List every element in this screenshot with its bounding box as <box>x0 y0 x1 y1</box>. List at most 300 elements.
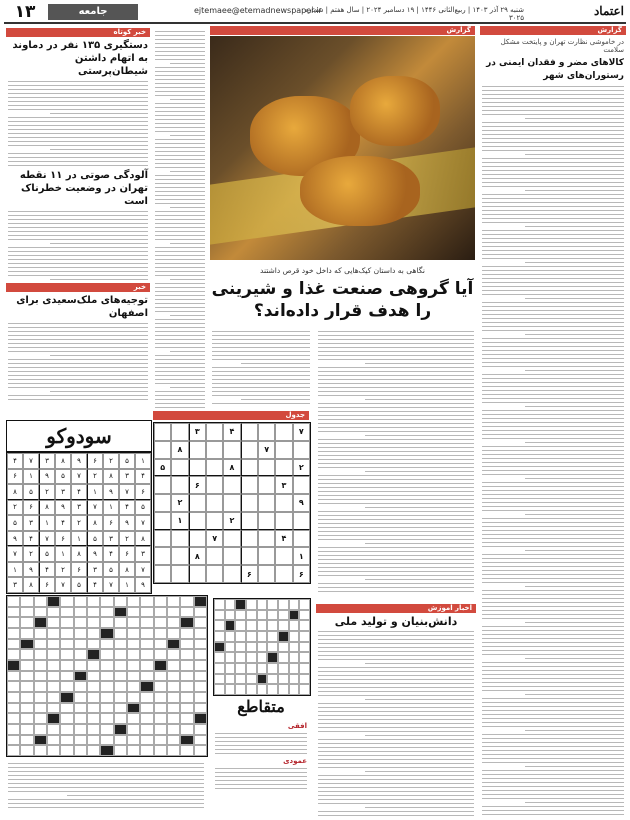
text-line <box>482 798 624 799</box>
text-line <box>482 770 624 771</box>
sudoku-cell: ۹ <box>23 562 39 578</box>
crossword-cell <box>257 642 268 653</box>
sudoku-cell: ۴ <box>135 469 151 485</box>
text-line <box>155 235 205 236</box>
crossword-cell <box>60 735 73 746</box>
text-line <box>318 347 474 348</box>
crossword-cell <box>34 649 47 660</box>
crossword-cell <box>278 684 289 695</box>
text-line <box>8 219 148 220</box>
section-label: جامعه <box>48 4 138 20</box>
sudoku-cell: ۶ <box>71 562 87 578</box>
right-column <box>480 26 626 816</box>
sudoku-cell: ۶ <box>7 469 23 485</box>
text-line <box>8 161 148 162</box>
sudoku-cell: ۲ <box>223 512 240 530</box>
crossword-cell <box>7 671 20 682</box>
sudoku-cell: ۸ <box>55 453 71 469</box>
sudoku-cell <box>189 441 206 459</box>
crossword-cell <box>60 681 73 692</box>
text-line <box>155 391 205 392</box>
text-line <box>212 367 310 368</box>
puzzle-tag: جدول <box>153 411 309 420</box>
crossword-cell <box>47 649 60 660</box>
text-line <box>50 279 148 280</box>
crossword-cell <box>7 713 20 724</box>
text-line <box>318 707 474 708</box>
text-line <box>215 745 307 746</box>
crossword-cell <box>299 642 310 653</box>
sudoku-cell: ۲ <box>103 453 119 469</box>
sudoku-cell: ۱ <box>103 500 119 516</box>
sudoku-cell: ۱ <box>135 453 151 469</box>
text-line <box>155 363 205 364</box>
text-line <box>155 191 205 192</box>
crossword-cell <box>114 607 127 618</box>
crossword-cell <box>154 660 167 671</box>
crossword-cell <box>267 620 278 631</box>
sudoku-cell: ۱ <box>7 562 23 578</box>
text-line <box>215 784 307 785</box>
text-line <box>170 279 205 280</box>
crossword-cell <box>180 671 193 682</box>
sudoku-cell: ۷ <box>39 531 55 547</box>
text-line <box>318 659 474 660</box>
text-line <box>482 582 624 583</box>
text-line <box>318 407 474 408</box>
text-line <box>155 147 205 148</box>
crossword-cell <box>100 735 113 746</box>
crossword-grid <box>6 595 208 757</box>
sudoku-cell: ۳ <box>23 515 39 531</box>
text-line <box>482 138 624 139</box>
crossword-cell <box>235 631 246 642</box>
crossword-cell <box>7 628 20 639</box>
text-line <box>155 251 205 252</box>
text-line <box>318 423 474 424</box>
sudoku-cell <box>171 565 188 583</box>
crossword-cell <box>47 713 60 724</box>
crossword-cell <box>34 735 47 746</box>
crossword-cell <box>47 735 60 746</box>
crossword-cell <box>194 681 207 692</box>
text-line <box>482 490 624 491</box>
text-line <box>8 359 148 360</box>
text-line <box>155 287 205 288</box>
sudoku-cell: ۹ <box>135 577 151 593</box>
text-line <box>482 666 624 667</box>
newspaper-logo: اعتماد <box>593 4 624 18</box>
text-line <box>8 239 148 240</box>
text-line <box>155 247 205 248</box>
crossword-cell <box>114 596 127 607</box>
text-line <box>155 395 205 396</box>
crossword-cell <box>100 692 113 703</box>
text-line <box>8 227 148 228</box>
crossword-cell <box>299 663 310 674</box>
text-line <box>318 795 474 796</box>
crossword-cell <box>225 642 236 653</box>
text-line <box>215 776 307 777</box>
crossword-cell <box>114 724 127 735</box>
text-line <box>155 87 205 88</box>
sudoku-cell <box>275 512 292 530</box>
crossword-cell <box>194 617 207 628</box>
text-line <box>155 283 205 284</box>
text-line <box>318 747 474 748</box>
text-line <box>482 574 624 575</box>
text-line <box>50 113 148 114</box>
text-line <box>155 219 205 220</box>
crossword-cell <box>257 631 268 642</box>
text-line <box>482 594 624 595</box>
crossword-cell <box>299 610 310 621</box>
text-line <box>365 735 474 736</box>
sudoku-cell <box>189 530 206 548</box>
text-line <box>482 750 624 751</box>
text-line <box>318 583 474 584</box>
text-line <box>8 807 204 808</box>
text-line <box>318 783 474 784</box>
text-line <box>365 579 474 580</box>
text-line <box>525 370 624 371</box>
crossword-cell <box>167 607 180 618</box>
crossword-cell <box>154 735 167 746</box>
crossword-cell <box>246 663 257 674</box>
text-line <box>318 359 474 360</box>
text-line <box>318 455 474 456</box>
crossword-cell <box>47 745 60 756</box>
left-news-title-3: توجیه‌های ملک‌سعیدی برای اصفهان <box>16 295 148 319</box>
crossword-solution <box>213 598 311 696</box>
text-line <box>482 542 624 543</box>
crossword-cell <box>127 607 140 618</box>
crossword-cell <box>214 652 225 663</box>
text-line <box>8 779 204 780</box>
sudoku-cell <box>275 423 292 441</box>
text-line <box>365 399 474 400</box>
sudoku-cell <box>206 441 223 459</box>
sudoku-cell <box>293 476 310 494</box>
text-line <box>155 371 205 372</box>
sudoku-cell <box>206 459 223 477</box>
text-line <box>8 327 148 328</box>
text-line <box>155 211 205 212</box>
crossword-cell <box>140 735 153 746</box>
sudoku-cell: ۲ <box>7 500 23 516</box>
text-line <box>215 733 307 734</box>
text-line <box>318 451 474 452</box>
left-news-column <box>6 28 150 416</box>
crossword-cell <box>167 724 180 735</box>
text-line <box>155 263 205 264</box>
sudoku-cell: ۲ <box>293 459 310 477</box>
text-line <box>482 474 624 475</box>
text-line <box>50 149 148 150</box>
sudoku-cell: ۹ <box>119 515 135 531</box>
text-line <box>318 723 474 724</box>
sudoku-cell: ۳ <box>135 546 151 562</box>
text-line <box>8 145 148 146</box>
crossword-cell <box>267 642 278 653</box>
text-line <box>482 94 624 95</box>
crossword-cell <box>74 660 87 671</box>
text-line <box>155 335 205 336</box>
crossword-cell <box>180 649 193 660</box>
text-line <box>318 519 474 520</box>
crossword-cell <box>167 681 180 692</box>
text-line <box>318 779 474 780</box>
crossword-cell <box>87 607 100 618</box>
text-line <box>525 298 624 299</box>
text-line <box>482 774 624 775</box>
text-line <box>212 339 310 340</box>
text-line <box>8 275 148 276</box>
text-line <box>8 371 148 372</box>
text-line <box>482 714 624 715</box>
crossword-cell <box>214 684 225 695</box>
text-line <box>155 59 205 60</box>
crossword-cell <box>47 639 60 650</box>
crossword-cell <box>257 599 268 610</box>
text-line <box>482 578 624 579</box>
text-line <box>155 231 205 232</box>
crossword-cell <box>225 620 236 631</box>
text-line <box>212 391 310 392</box>
crossword-cell <box>194 735 207 746</box>
text-line <box>482 318 624 319</box>
crossword-cell <box>267 663 278 674</box>
section-email[interactable]: ejtemaee@etemadnewspaper.ir <box>194 6 322 15</box>
crossword-cell <box>154 639 167 650</box>
sudoku-cell: ۷ <box>258 441 275 459</box>
crossword-cell <box>60 607 73 618</box>
crossword-cell <box>60 713 73 724</box>
text-line <box>8 767 204 768</box>
crossword-cell <box>114 649 127 660</box>
sudoku-cell <box>206 547 223 565</box>
crossword-cell <box>7 681 20 692</box>
text-line <box>482 670 624 671</box>
text-line <box>482 662 624 663</box>
text-line <box>525 226 624 227</box>
text-line <box>155 407 205 408</box>
sudoku-cell <box>241 512 258 530</box>
text-line <box>155 127 205 128</box>
crossword-cell <box>140 660 153 671</box>
text-line <box>318 487 474 488</box>
sudoku-cell: ۳ <box>119 469 135 485</box>
text-line <box>155 327 205 328</box>
text-line <box>482 402 624 403</box>
main-story-body-right <box>316 328 476 598</box>
text-line <box>482 446 624 447</box>
text-line <box>318 559 474 560</box>
sudoku-cell: ۱ <box>39 515 55 531</box>
text-line <box>482 566 624 567</box>
crossword-cell <box>114 617 127 628</box>
text-line <box>155 155 205 156</box>
sudoku-cell <box>293 512 310 530</box>
text-line <box>170 135 205 136</box>
right-column-body <box>482 86 624 816</box>
crossword-cell <box>194 713 207 724</box>
text-line <box>155 79 205 80</box>
text-line <box>50 391 148 392</box>
sudoku-cell <box>206 512 223 530</box>
crossword-cell <box>74 745 87 756</box>
crossword-cell <box>167 639 180 650</box>
crossword-cell <box>246 620 257 631</box>
crossword-title: متقاطع <box>237 697 285 716</box>
crossword-cell <box>235 663 246 674</box>
sudoku-cell <box>189 512 206 530</box>
text-line <box>8 129 148 130</box>
sudoku-cell: ۷ <box>135 515 151 531</box>
text-line <box>155 179 205 180</box>
crossword-cell <box>20 735 33 746</box>
text-line <box>212 355 310 356</box>
crossword-cell <box>267 652 278 663</box>
crossword-cell <box>34 617 47 628</box>
text-line <box>155 343 205 344</box>
text-line <box>155 187 205 188</box>
crossword-cell <box>74 671 87 682</box>
sudoku-cell <box>189 459 206 477</box>
sudoku-cell <box>258 512 275 530</box>
text-line <box>318 791 474 792</box>
text-line <box>318 415 474 416</box>
crossword-cell <box>278 599 289 610</box>
text-line <box>8 343 148 344</box>
crossword-cell <box>180 724 193 735</box>
text-line <box>482 102 624 103</box>
text-line <box>155 43 205 44</box>
sudoku-title: سودوکو <box>6 420 152 452</box>
text-line <box>365 471 474 472</box>
crossword-cell <box>127 628 140 639</box>
text-line <box>8 153 148 154</box>
sudoku-cell: ۷ <box>293 423 310 441</box>
text-line <box>8 367 148 368</box>
left-news-title-2: آلودگی صوتی در ۱۱ نقطه تهران در وضعیت خطرناک است <box>19 170 148 207</box>
sudoku-cell: ۶ <box>39 577 55 593</box>
text-line <box>8 259 148 260</box>
right-column-kicker: در خاموشی نظارت تهران و پایتخت مشکل سلامت <box>500 38 624 54</box>
text-line <box>318 575 474 576</box>
text-line <box>482 758 624 759</box>
text-line <box>318 515 474 516</box>
text-line <box>482 718 624 719</box>
crossword-cell <box>225 610 236 621</box>
crossword-cell <box>34 607 47 618</box>
text-line <box>155 75 205 76</box>
crossword-cell <box>257 663 268 674</box>
text-line <box>155 299 205 300</box>
text-line <box>318 683 474 684</box>
crossword-cell <box>127 724 140 735</box>
text-line <box>482 654 624 655</box>
text-line <box>525 262 624 263</box>
text-line <box>8 133 148 134</box>
crossword-cell <box>60 703 73 714</box>
text-line <box>482 202 624 203</box>
text-line <box>318 675 474 676</box>
crossword-cell <box>20 703 33 714</box>
sudoku-cell: ۸ <box>87 515 103 531</box>
sudoku-cell <box>258 565 275 583</box>
text-line <box>155 367 205 368</box>
text-line <box>215 768 307 769</box>
text-line <box>8 105 148 106</box>
crossword-cell <box>140 713 153 724</box>
crossword-cell <box>299 631 310 642</box>
text-line <box>318 551 474 552</box>
crossword-cell <box>278 631 289 642</box>
text-line <box>318 751 474 752</box>
crossword-cell <box>34 745 47 756</box>
crossword-clues-list <box>6 760 206 816</box>
text-line <box>482 270 624 271</box>
sudoku-cell <box>189 494 206 512</box>
crossword-cell <box>87 745 100 756</box>
text-line <box>241 399 310 400</box>
text-line <box>8 763 204 764</box>
crossword-cell <box>154 607 167 618</box>
text-line <box>482 678 624 679</box>
text-line <box>318 491 474 492</box>
text-line <box>8 799 204 800</box>
text-line <box>318 719 474 720</box>
sudoku-cell <box>223 476 240 494</box>
sudoku-cell: ۵ <box>7 515 23 531</box>
sudoku-cell <box>171 530 188 548</box>
crossword-cell <box>47 671 60 682</box>
text-line <box>482 742 624 743</box>
text-line <box>318 499 474 500</box>
sudoku-cell <box>171 547 188 565</box>
text-line <box>318 383 474 384</box>
text-line <box>482 702 624 703</box>
text-line <box>215 753 307 754</box>
text-line <box>318 687 474 688</box>
text-line <box>318 419 474 420</box>
sudoku-cell: ۵ <box>135 500 151 516</box>
text-line <box>215 741 307 742</box>
crossword-cell <box>235 620 246 631</box>
text-line <box>482 386 624 387</box>
crossword-cell <box>140 596 153 607</box>
text-line <box>482 482 624 483</box>
text-line <box>482 498 624 499</box>
sudoku-cell: ۴ <box>223 423 240 441</box>
text-line <box>155 151 205 152</box>
crossword-cell <box>267 610 278 621</box>
text-line <box>67 795 204 796</box>
crossword-cell <box>214 663 225 674</box>
sudoku-cell: ۶ <box>119 546 135 562</box>
crossword-cell <box>180 617 193 628</box>
text-line <box>318 679 474 680</box>
crossword-cell <box>7 607 20 618</box>
text-line <box>482 254 624 255</box>
center-text-column <box>153 28 207 416</box>
sudoku-solution <box>6 452 152 594</box>
crossword-cell <box>60 692 73 703</box>
text-line <box>482 366 624 367</box>
crossword-cell <box>214 599 225 610</box>
sudoku-cell: ۳ <box>7 577 23 593</box>
